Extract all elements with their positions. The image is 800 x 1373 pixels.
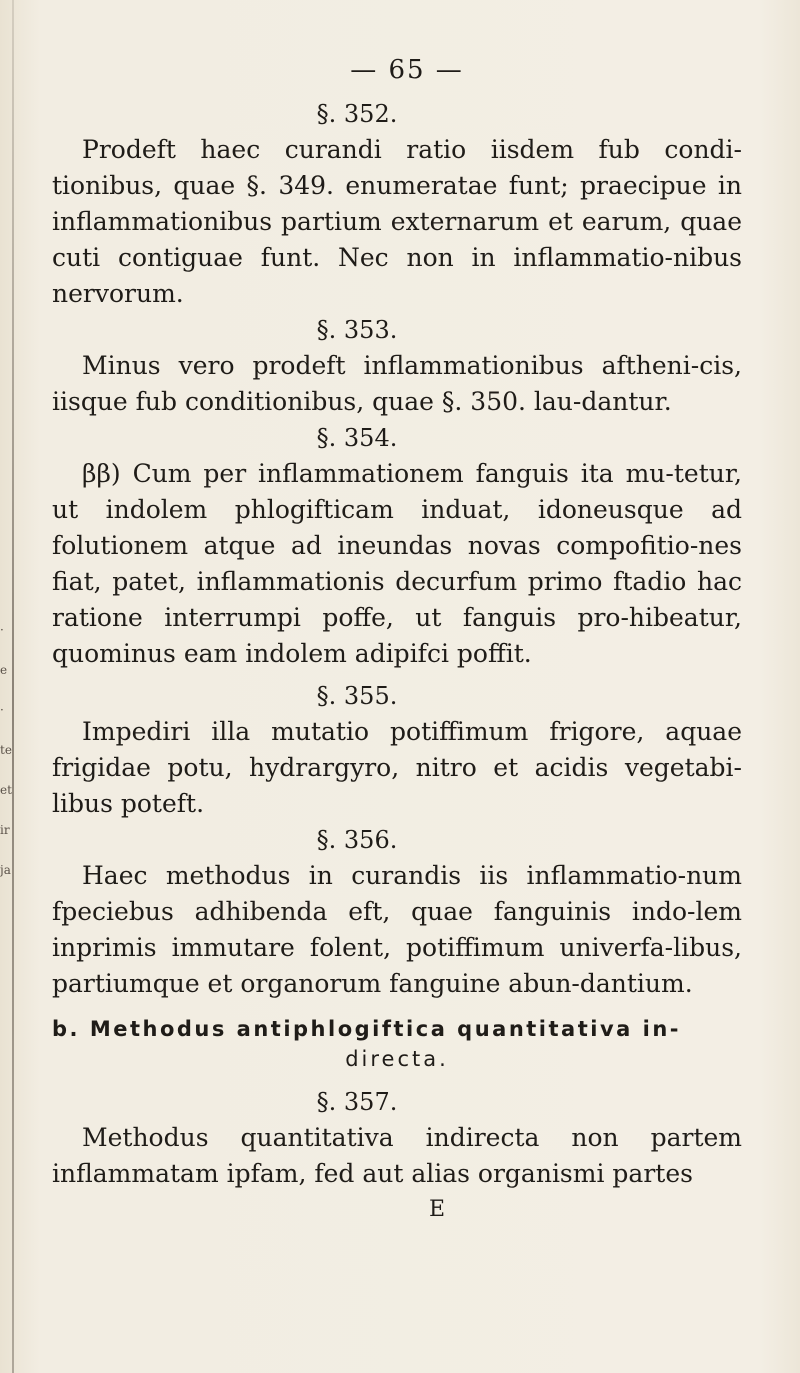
section-356 bbox=[52, 822, 742, 1002]
margin-mark: e bbox=[0, 663, 8, 677]
section-number: §. 355. bbox=[316, 682, 398, 710]
section-text: Minus vero prodeft inflammationibus aftheni-cis, iisque fub conditionibus, quae §. 350. lau-dantur. bbox=[52, 351, 742, 416]
section-text: Impediri illa mutatio potiffimum frigore, aquae frigidae potu, hydrargyro, nitro et acidis vegetabi-libus poteft. bbox=[52, 717, 742, 818]
section-353 bbox=[52, 312, 742, 420]
margin-mark: et bbox=[0, 783, 12, 797]
margin-marks bbox=[0, 610, 14, 890]
section-352 bbox=[52, 96, 742, 312]
catchword: E bbox=[428, 1197, 446, 1222]
margin-mark: · bbox=[0, 623, 4, 637]
section-354 bbox=[52, 420, 742, 672]
page-content bbox=[52, 0, 742, 1228]
subheading-line2: directa. bbox=[345, 1047, 449, 1071]
section-number: §. 354. bbox=[316, 424, 398, 452]
section-357 bbox=[52, 1084, 742, 1192]
margin-mark: · bbox=[0, 703, 4, 717]
page-number: — 65 — bbox=[350, 55, 464, 85]
subheading bbox=[52, 1014, 742, 1074]
margin-mark: ja bbox=[0, 863, 11, 877]
section-355 bbox=[52, 678, 742, 822]
margin-mark: ir bbox=[0, 823, 10, 837]
section-text: Prodeft haec curandi ratio iisdem fub condi-tionibus, quae §. 349. enumeratae funt; praecipue in inflammationibus partium externarum et earum, quae cuti contiguae funt. Nec non in inflammatio-nibus nervorum. bbox=[52, 135, 742, 308]
section-text: ββ) Cum per inflammationem fanguis ita mu-tetur, ut indolem phlogifticam induat, idoneusque ad folutionem atque ad ineundas novas compofitio-nes fiat, patet, inflammationis decurfum primo ftadio hac ratione interrumpi poffe, ut fanguis pro-hibeatur, quominus eam indolem adipifci poffit. bbox=[52, 459, 742, 668]
section-number: §. 356. bbox=[316, 826, 398, 854]
section-number: §. 357. bbox=[316, 1088, 398, 1116]
margin-mark: te bbox=[0, 743, 12, 757]
section-number: §. 353. bbox=[316, 316, 398, 344]
section-text: Methodus quantitativa indirecta non partem inflammatam ipfam, fed aut alias organismi partes bbox=[52, 1123, 742, 1188]
subheading-line1: b. Methodus antiphlogiftica quantitativa in- bbox=[52, 1017, 681, 1041]
section-number: §. 352. bbox=[316, 100, 398, 128]
section-text: Haec methodus in curandis iis inflammatio-num fpeciebus adhibenda eft, quae fanguinis indo-lem inprimis immutare folent, potiffimum univerfa-libus, partiumque et organorum fanguine abun-dantium. bbox=[52, 861, 742, 998]
